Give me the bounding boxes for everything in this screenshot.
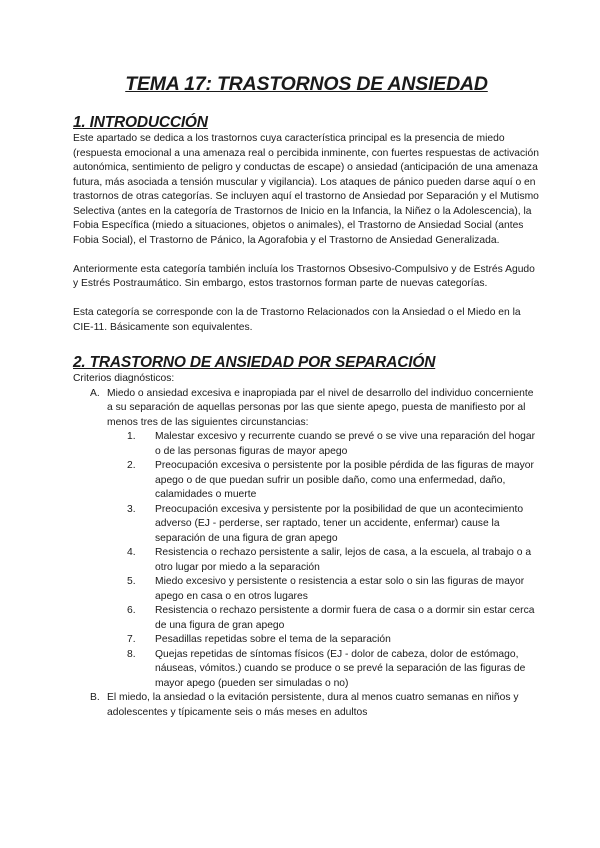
list-marker: 7.: [127, 634, 136, 645]
criterion-a: [73, 387, 540, 692]
list-item: [107, 575, 540, 604]
list-item: [107, 604, 540, 633]
criterion-text: Miedo o ansiedad excesiva e inapropiada par el nivel de desarrollo del individuo concerniente a su separación de aquellas personas por las que siente apego, puesta de manifiesto por al menos tres de las siguientes circunstancias:: [107, 387, 534, 428]
list-item-text: Resistencia o rechazo persistente a salir, lejos de casa, a la escuela, al trabajo o a otro lugar por miedo a la separación: [155, 547, 532, 573]
criterion-b: [73, 691, 540, 720]
intro-paragraph-1: Este apartado se dedica a los trastornos cuya característica principal es la presencia de miedo (respuesta emocional a una amenaza real o percibida inminente, con fuertes respuestas de activación autonómica, sentimiento de peligro y conductas de escape) o ansiedad (anticipación de una amenaza futura, más asociada a tensión muscular y vigilancia). Los ataques de pánico pueden darse aquí o en trastornos de otras categorías. Se incluyen aquí el trastorno de Ansiedad por Separación y el Mutismo Selectiva (antes en la categoría de Trastornos de Inicio en la Infancia, la Niñez o la Adolescencia), la Fobia Específica (miedo a situaciones, objetos o animales), el Trastorno de Ansiedad Social (antes Fobia Social), el Trastorno de Pánico, la Agorafobia y el Trastorno de Ansiedad Generalizada.: [73, 133, 539, 246]
list-item-text: Pesadillas repetidas sobre el tema de la separación: [155, 634, 391, 645]
list-item-text: Preocupación excesiva y persistente por la posibilidad de que un acontecimiento adverso (EJ - perderse, ser raptado, tener un accidente, enfermar) cause la separación de una figura de gran apego: [155, 503, 524, 544]
criteria-list: [73, 387, 540, 721]
criteria-intro: Criterios diagnósticos:: [73, 373, 175, 384]
list-marker: A.: [90, 387, 100, 399]
list-item-text: Resistencia o rechazo persistente a dormir fuera de casa o a dormir sin estar cerca de una figura de gran apego: [155, 605, 535, 631]
list-item: [107, 503, 540, 547]
list-item-text: Miedo excesivo y persistente o resistencia a estar solo o sin las figuras de mayor apego en casa o en otros lugares: [155, 576, 525, 602]
list-item: [107, 546, 540, 575]
criterion-text: El miedo, la ansiedad o la evitación persistente, dura al menos cuatro semanas en niños y adolescentes y típicamente seis o más meses en adultos: [107, 692, 519, 718]
criterion-a-sublist: [107, 430, 540, 691]
list-marker: 2.: [127, 460, 136, 471]
section-heading-introduccion: 1. INTRODUCCIÓN: [73, 114, 208, 131]
list-item: [107, 648, 540, 692]
list-marker: 3.: [127, 503, 136, 515]
document-title: TEMA 17: TRASTORNOS DE ANSIEDAD: [125, 73, 488, 95]
list-marker: 5.: [127, 576, 136, 587]
list-item-text: Malestar excesivo y recurrente cuando se prevé o se vive una reparación del hogar o de las personas figuras de mayor apego: [155, 431, 536, 457]
list-marker: 1.: [127, 431, 136, 442]
list-marker: 8.: [127, 648, 136, 660]
list-item: [107, 430, 540, 459]
list-item: [107, 633, 540, 648]
section-heading-ansiedad-separacion: 2. TRASTORNO DE ANSIEDAD POR SEPARACIÓN: [73, 354, 436, 371]
list-item-text: Quejas repetidas de síntomas físicos (EJ - dolor de cabeza, dolor de estómago, náuseas, vómitos.) cuando se produce o se prevé la separación de las figuras de mayor apego (pueden ser simuladas o no): [155, 648, 526, 689]
list-item-text: Preocupación excesiva o persistente por la posible pérdida de las figuras de mayor apego o de que puedan sufrir un posible daño, como una enfermedad, daño, calamidades o muerte: [155, 460, 534, 500]
intro-paragraph-3: Esta categoría se corresponde con la de Trastorno Relacionados con la Ansiedad o el Miedo en la CIE-11. Básicamente son equivalentes.: [73, 307, 521, 333]
intro-paragraph-2: Anteriormente esta categoría también incluía los Trastornos Obsesivo-Compulsivo y de Estrés Agudo y Estrés Postraumático. Sin embargo, estos trastornos forman parte de nuevas categorías.: [73, 263, 535, 289]
list-item: [107, 459, 540, 503]
list-marker: 6.: [127, 605, 136, 616]
list-marker: 4.: [127, 547, 136, 558]
list-marker: B.: [90, 692, 100, 703]
